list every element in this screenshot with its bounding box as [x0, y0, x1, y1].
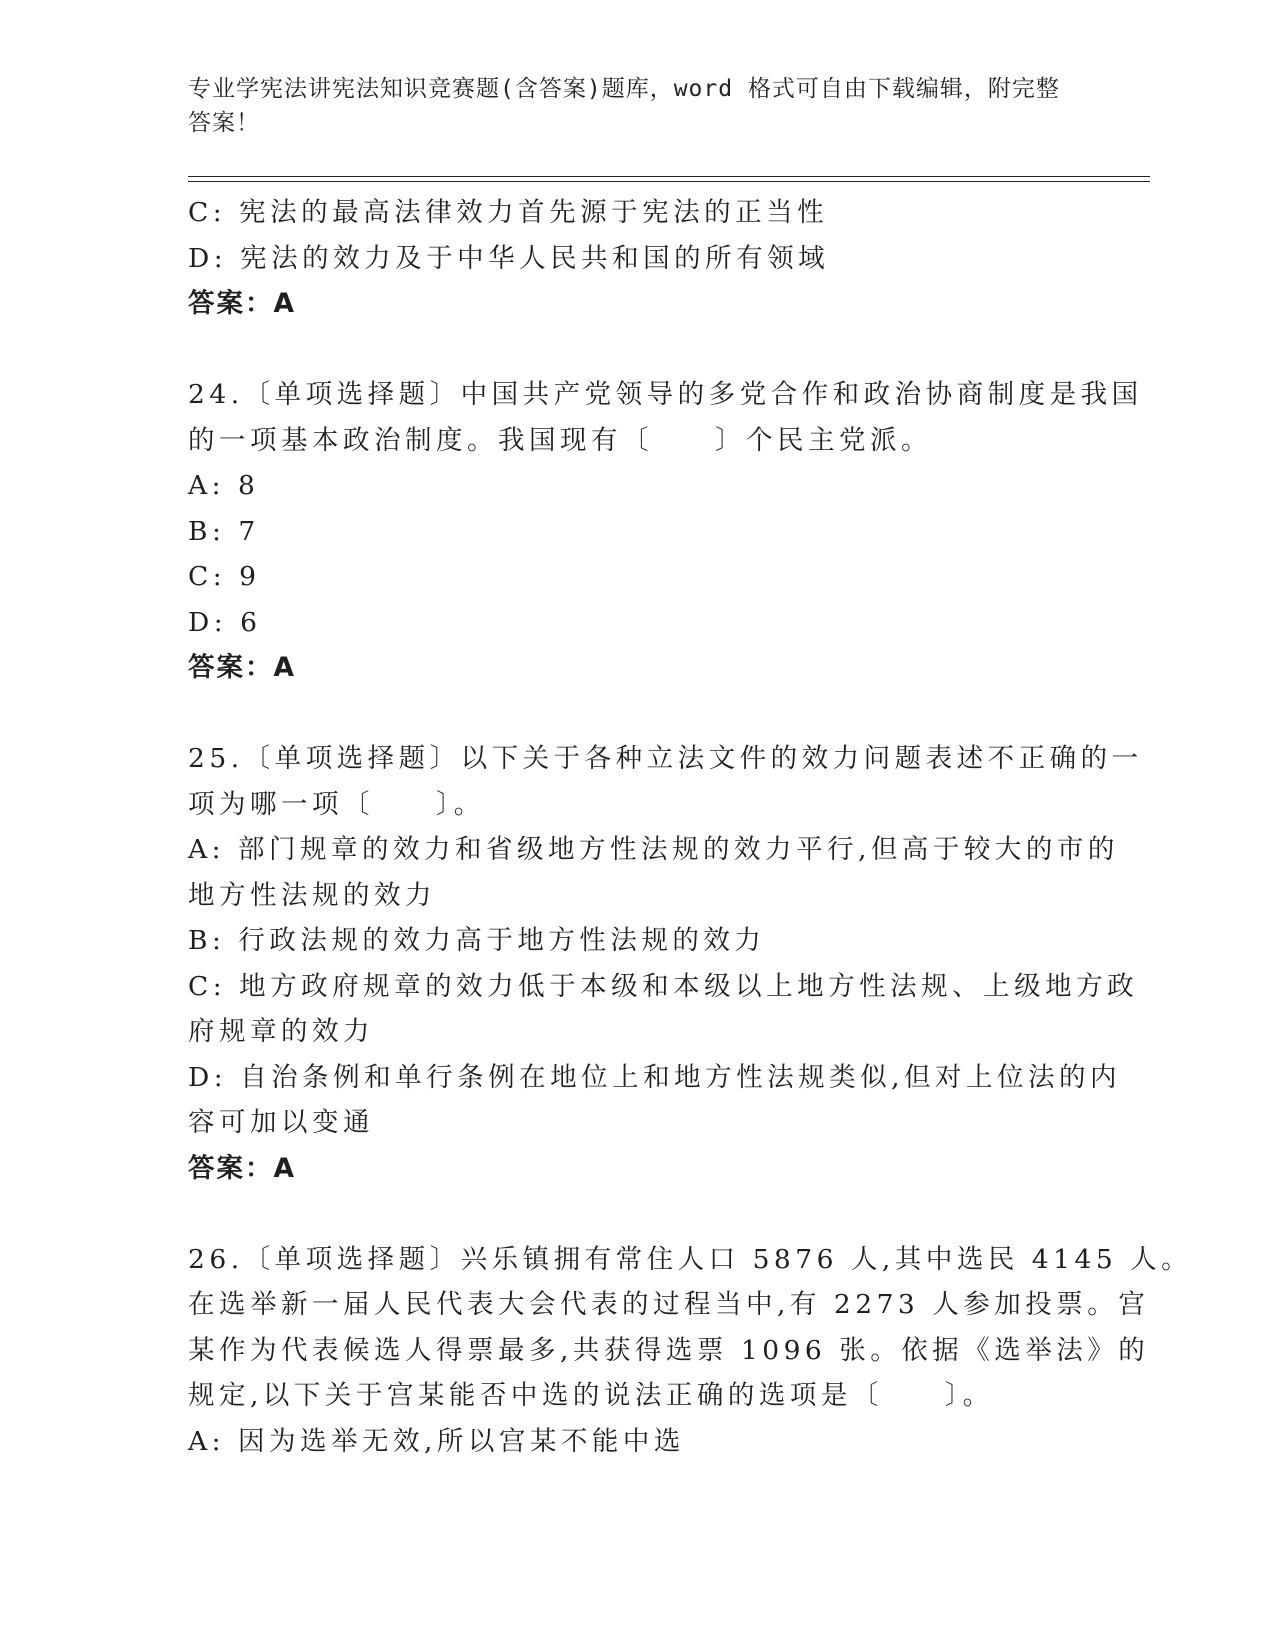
question-stem-line: 25.〔单项选择题〕以下关于各种立法文件的效力问题表述不正确的一 [188, 743, 1143, 774]
option-a-continued: 地方性法规的效力 [188, 879, 436, 911]
option-d: D: 6 [188, 606, 262, 638]
question-gap [188, 1191, 1088, 1237]
header-rule-top [188, 176, 1150, 177]
option-c: C: 地方政府规章的效力低于本级和本级以上地方性法规、上级地方政 [188, 970, 1139, 1002]
question-25 [188, 736, 1143, 1191]
question-stem-line: 的一项基本政治制度。我国现有〔 〕个民主党派。 [188, 424, 932, 456]
question-stem-line: 某作为代表候选人得票最多,共获得选票 1096 张。依据《选举法》的 [188, 1334, 1150, 1366]
option-a: A: 8 [188, 470, 260, 501]
option-a: A: 因为选举无效,所以宫某不能中选 [188, 1425, 685, 1457]
option-a: A: 部门规章的效力和省级地方性法规的效力平行,但高于较大的市的 [188, 834, 1119, 865]
document-header: 专业学宪法讲宪法知识竞赛题(含答案)题库，word 格式可自由下载编辑，附完整答案！ [188, 76, 1060, 136]
answer-line: 答案：A [188, 652, 297, 683]
question-stem-line: 规定,以下关于宫某能否中选的说法正确的选项是〔 〕。 [188, 1380, 994, 1411]
option-d-continued: 容可加以变通 [188, 1107, 374, 1138]
question-24 [188, 372, 1143, 691]
option-b: B: 行政法规的效力高于地方性法规的效力 [188, 925, 766, 956]
question-gap [188, 691, 1088, 737]
question-23-partial [188, 190, 1088, 327]
question-stem-line: 24.〔单项选择题〕中国共产党领导的多党合作和政治协商制度是我国 [188, 379, 1143, 410]
question-26 [188, 1237, 1193, 1465]
option-c: C: 9 [188, 561, 261, 592]
option-c: C: 宪法的最高法律效力首先源于宪法的正当性 [188, 197, 829, 228]
option-c-continued: 府规章的效力 [188, 1016, 374, 1047]
option-d: D: 自治条例和单行条例在地位上和地方性法规类似,但对上位法的内 [188, 1061, 1122, 1093]
question-stem-line: 26.〔单项选择题〕兴乐镇拥有常住人口 5876 人,其中选民 4145 人。 [188, 1243, 1193, 1275]
answer-line: 答案：A [188, 288, 297, 319]
header-rule-bottom [188, 181, 1150, 182]
question-stem-line: 项为哪一项〔 〕。 [188, 788, 485, 820]
option-b: B: 7 [188, 515, 260, 547]
question-list [188, 190, 1193, 1464]
question-gap [188, 327, 1088, 373]
answer-line: 答案：A [188, 1152, 297, 1184]
question-stem-line: 在选举新一届人民代表大会代表的过程当中,有 2273 人参加投票。宫 [188, 1289, 1150, 1320]
option-d: D: 宪法的效力及于中华人民共和国的所有领域 [188, 242, 830, 274]
